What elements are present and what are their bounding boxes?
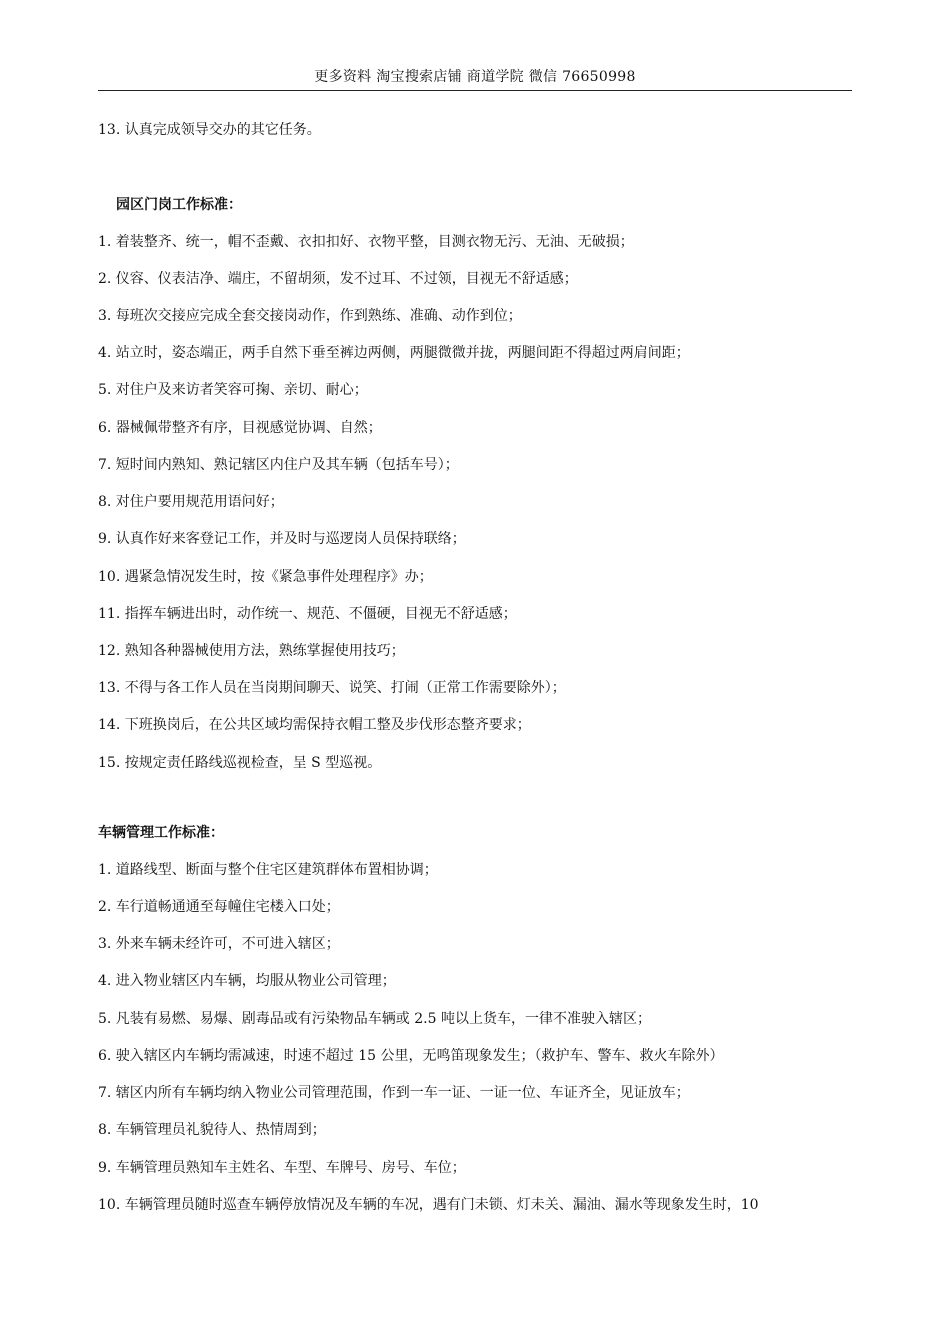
header-text: 更多资料 淘宝搜索店铺 商道学院 微信 76650998 bbox=[314, 69, 636, 85]
gate-item: 9. 认真作好来客登记工作，并及时与巡逻岗人员保持联络； bbox=[98, 531, 466, 547]
gate-item: 11. 指挥车辆进出时，动作统一、规范、不僵硬，目视无不舒适感； bbox=[98, 606, 517, 622]
gate-item: 5. 对住户及来访者笑容可掬、亲切、耐心； bbox=[98, 382, 368, 398]
vehicle-item: 1. 道路线型、断面与整个住宅区建筑群体布置相协调； bbox=[98, 862, 438, 878]
gate-item: 10. 遇紧急情况发生时，按《紧急事件处理程序》办； bbox=[98, 569, 433, 585]
vehicle-item: 6. 驶入辖区内车辆均需减速，时速不超过 15 公里，无鸣笛现象发生；（救护车、警车、救火车除外） bbox=[98, 1048, 724, 1064]
gate-item: 6. 器械佩带整齐有序，目视感觉协调、自然； bbox=[98, 420, 382, 436]
gate-item: 4. 站立时，姿态端正，两手自然下垂至裤边两侧，两腿微微并拢，两腿间距不得超过两肩间距； bbox=[98, 345, 690, 361]
section-vehicle-title: 车辆管理工作标准： bbox=[98, 825, 224, 841]
vehicle-item: 8. 车辆管理员礼貌待人、热情周到； bbox=[98, 1122, 326, 1138]
gate-item: 1. 着装整齐、统一，帽不歪戴、衣扣扣好、衣物平整，目测衣物无污、无油、无破损； bbox=[98, 234, 634, 250]
gate-item: 15. 按规定责任路线巡视检查，呈 S 型巡视。 bbox=[98, 755, 382, 771]
vehicle-item: 3. 外来车辆未经许可，不可进入辖区； bbox=[98, 936, 340, 952]
section-gate-title: 园区门岗工作标准： bbox=[116, 197, 242, 213]
vehicle-item: 5. 凡装有易燃、易爆、剧毒品或有污染物品车辆或 2.5 吨以上货车，一律不准驶入辖区； bbox=[98, 1011, 651, 1027]
gate-item: 8. 对住户要用规范用语问好； bbox=[98, 494, 284, 510]
vehicle-item: 9. 车辆管理员熟知车主姓名、车型、车牌号、房号、车位； bbox=[98, 1160, 466, 1176]
gate-item: 14. 下班换岗后，在公共区域均需保持衣帽工整及步伐形态整齐要求； bbox=[98, 717, 531, 733]
intro-item: 13. 认真完成领导交办的其它任务。 bbox=[98, 122, 321, 138]
page-header bbox=[98, 66, 852, 91]
gate-item: 7. 短时间内熟知、熟记辖区内住户及其车辆（包括车号）； bbox=[98, 457, 459, 473]
gate-item: 3. 每班次交接应完成全套交接岗动作，作到熟练、准确、动作到位； bbox=[98, 308, 522, 324]
vehicle-item: 10. 车辆管理员随时巡查车辆停放情况及车辆的车况，遇有门未锁、灯未关、漏油、漏水等现象发生时，10 bbox=[98, 1197, 759, 1213]
vehicle-item: 4. 进入物业辖区内车辆，均服从物业公司管理； bbox=[98, 973, 396, 989]
gate-item: 13. 不得与各工作人员在当岗期间聊天、说笑、打闹（正常工作需要除外）； bbox=[98, 680, 566, 696]
gate-item: 12. 熟知各种器械使用方法，熟练掌握使用技巧； bbox=[98, 643, 405, 659]
gate-item: 2. 仪容、仪表洁净、端庄，不留胡须，发不过耳、不过领，目视无不舒适感； bbox=[98, 271, 578, 287]
vehicle-item: 2. 车行道畅通通至每幢住宅楼入口处； bbox=[98, 899, 340, 915]
vehicle-item: 7. 辖区内所有车辆均纳入物业公司管理范围，作到一车一证、一证一位、车证齐全，见证放车； bbox=[98, 1085, 690, 1101]
